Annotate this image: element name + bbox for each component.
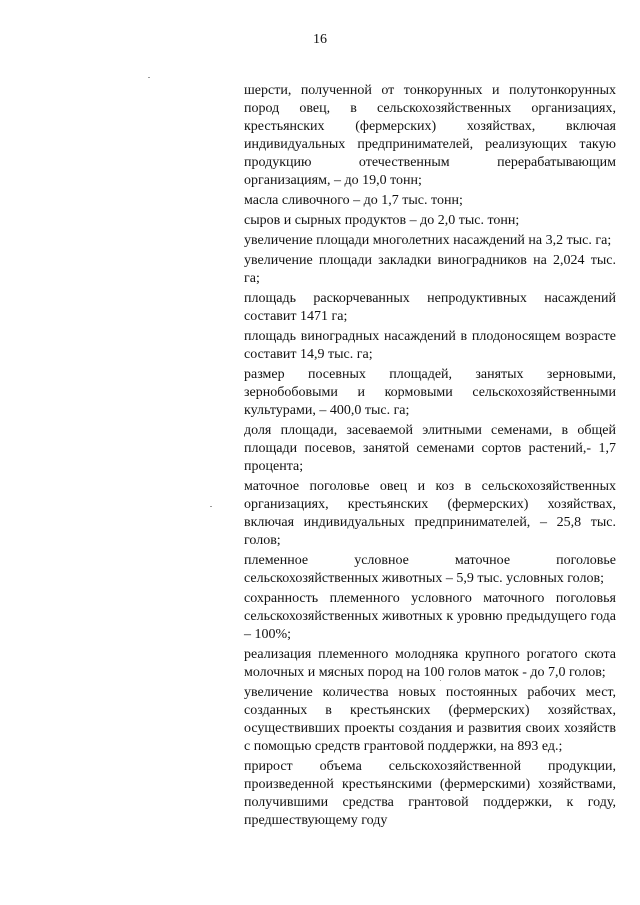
paragraph: увеличение количества новых постоянных рабочих мест, созданных в крестьянских (фермерских) хозяйствах, осуществивших проекты создания и развития своих хозяйств с помощью средств грантовой поддержки, на 893 ед.; — [244, 685, 616, 754]
paragraph: реализация племенного молодняка крупного рогатого скота молочных и мясных пород на 100 голов маток - до 7,0 голов; — [244, 647, 616, 680]
paragraph: сохранность племенного условного маточного поголовья сельскохозяйственных животных к уровню предыдущего года – 100%; — [244, 591, 616, 642]
document-body — [244, 82, 616, 832]
paragraph: шерсти, полученной от тонкорунных и полутонкорунных пород овец, в сельскохозяйственных организациях, крестьянских (фермерских) хозяйствах, включая индивидуальных предпринимателей, реализующих такую продукцию отечественным перерабатывающим организациям, – до 19,0 тонн; — [244, 83, 616, 188]
page-number: 16 — [313, 32, 327, 47]
paragraph: площадь виноградных насаждений в плодоносящем возрасте составит 14,9 тыс. га; — [244, 329, 616, 362]
paragraph: размер посевных площадей, занятых зерновыми, зернобобовыми и кормовыми сельскохозяйственными культурами, – 400,0 тыс. га; — [244, 367, 616, 418]
scan-speck — [148, 77, 150, 78]
paragraph: прирост объема сельскохозяйственной продукции, произведенной крестьянскими (фермерскими) хозяйствами, получившими средства грантовой поддержки, к году, предшествующему году — [244, 759, 616, 828]
paragraph: масла сливочного – до 1,7 тыс. тонн; — [244, 193, 463, 208]
scan-speck — [210, 506, 212, 507]
paragraph: маточное поголовье овец и коз в сельскохозяйственных организациях, крестьянских (фермерских) хозяйствах, включая индивидуальных предпринимателей, – 25,8 тыс. голов; — [244, 479, 616, 548]
paragraph: племенное условное маточное поголовье сельскохозяйственных животных – 5,9 тыс. условных голов; — [244, 553, 616, 586]
paragraph: площадь раскорчеванных непродуктивных насаждений составит 1471 га; — [244, 291, 616, 324]
paragraph: увеличение площади многолетних насаждений на 3,2 тыс. га; — [244, 233, 612, 248]
paragraph: доля площади, засеваемой элитными семенами, в общей площади посевов, занятой семенами сортов растений,- 1,7 процента; — [244, 423, 616, 474]
paragraph: сыров и сырных продуктов – до 2,0 тыс. тонн; — [244, 213, 520, 228]
paragraph: увеличение площади закладки виноградников на 2,024 тыс. га; — [244, 253, 616, 286]
scan-speck — [440, 680, 441, 681]
